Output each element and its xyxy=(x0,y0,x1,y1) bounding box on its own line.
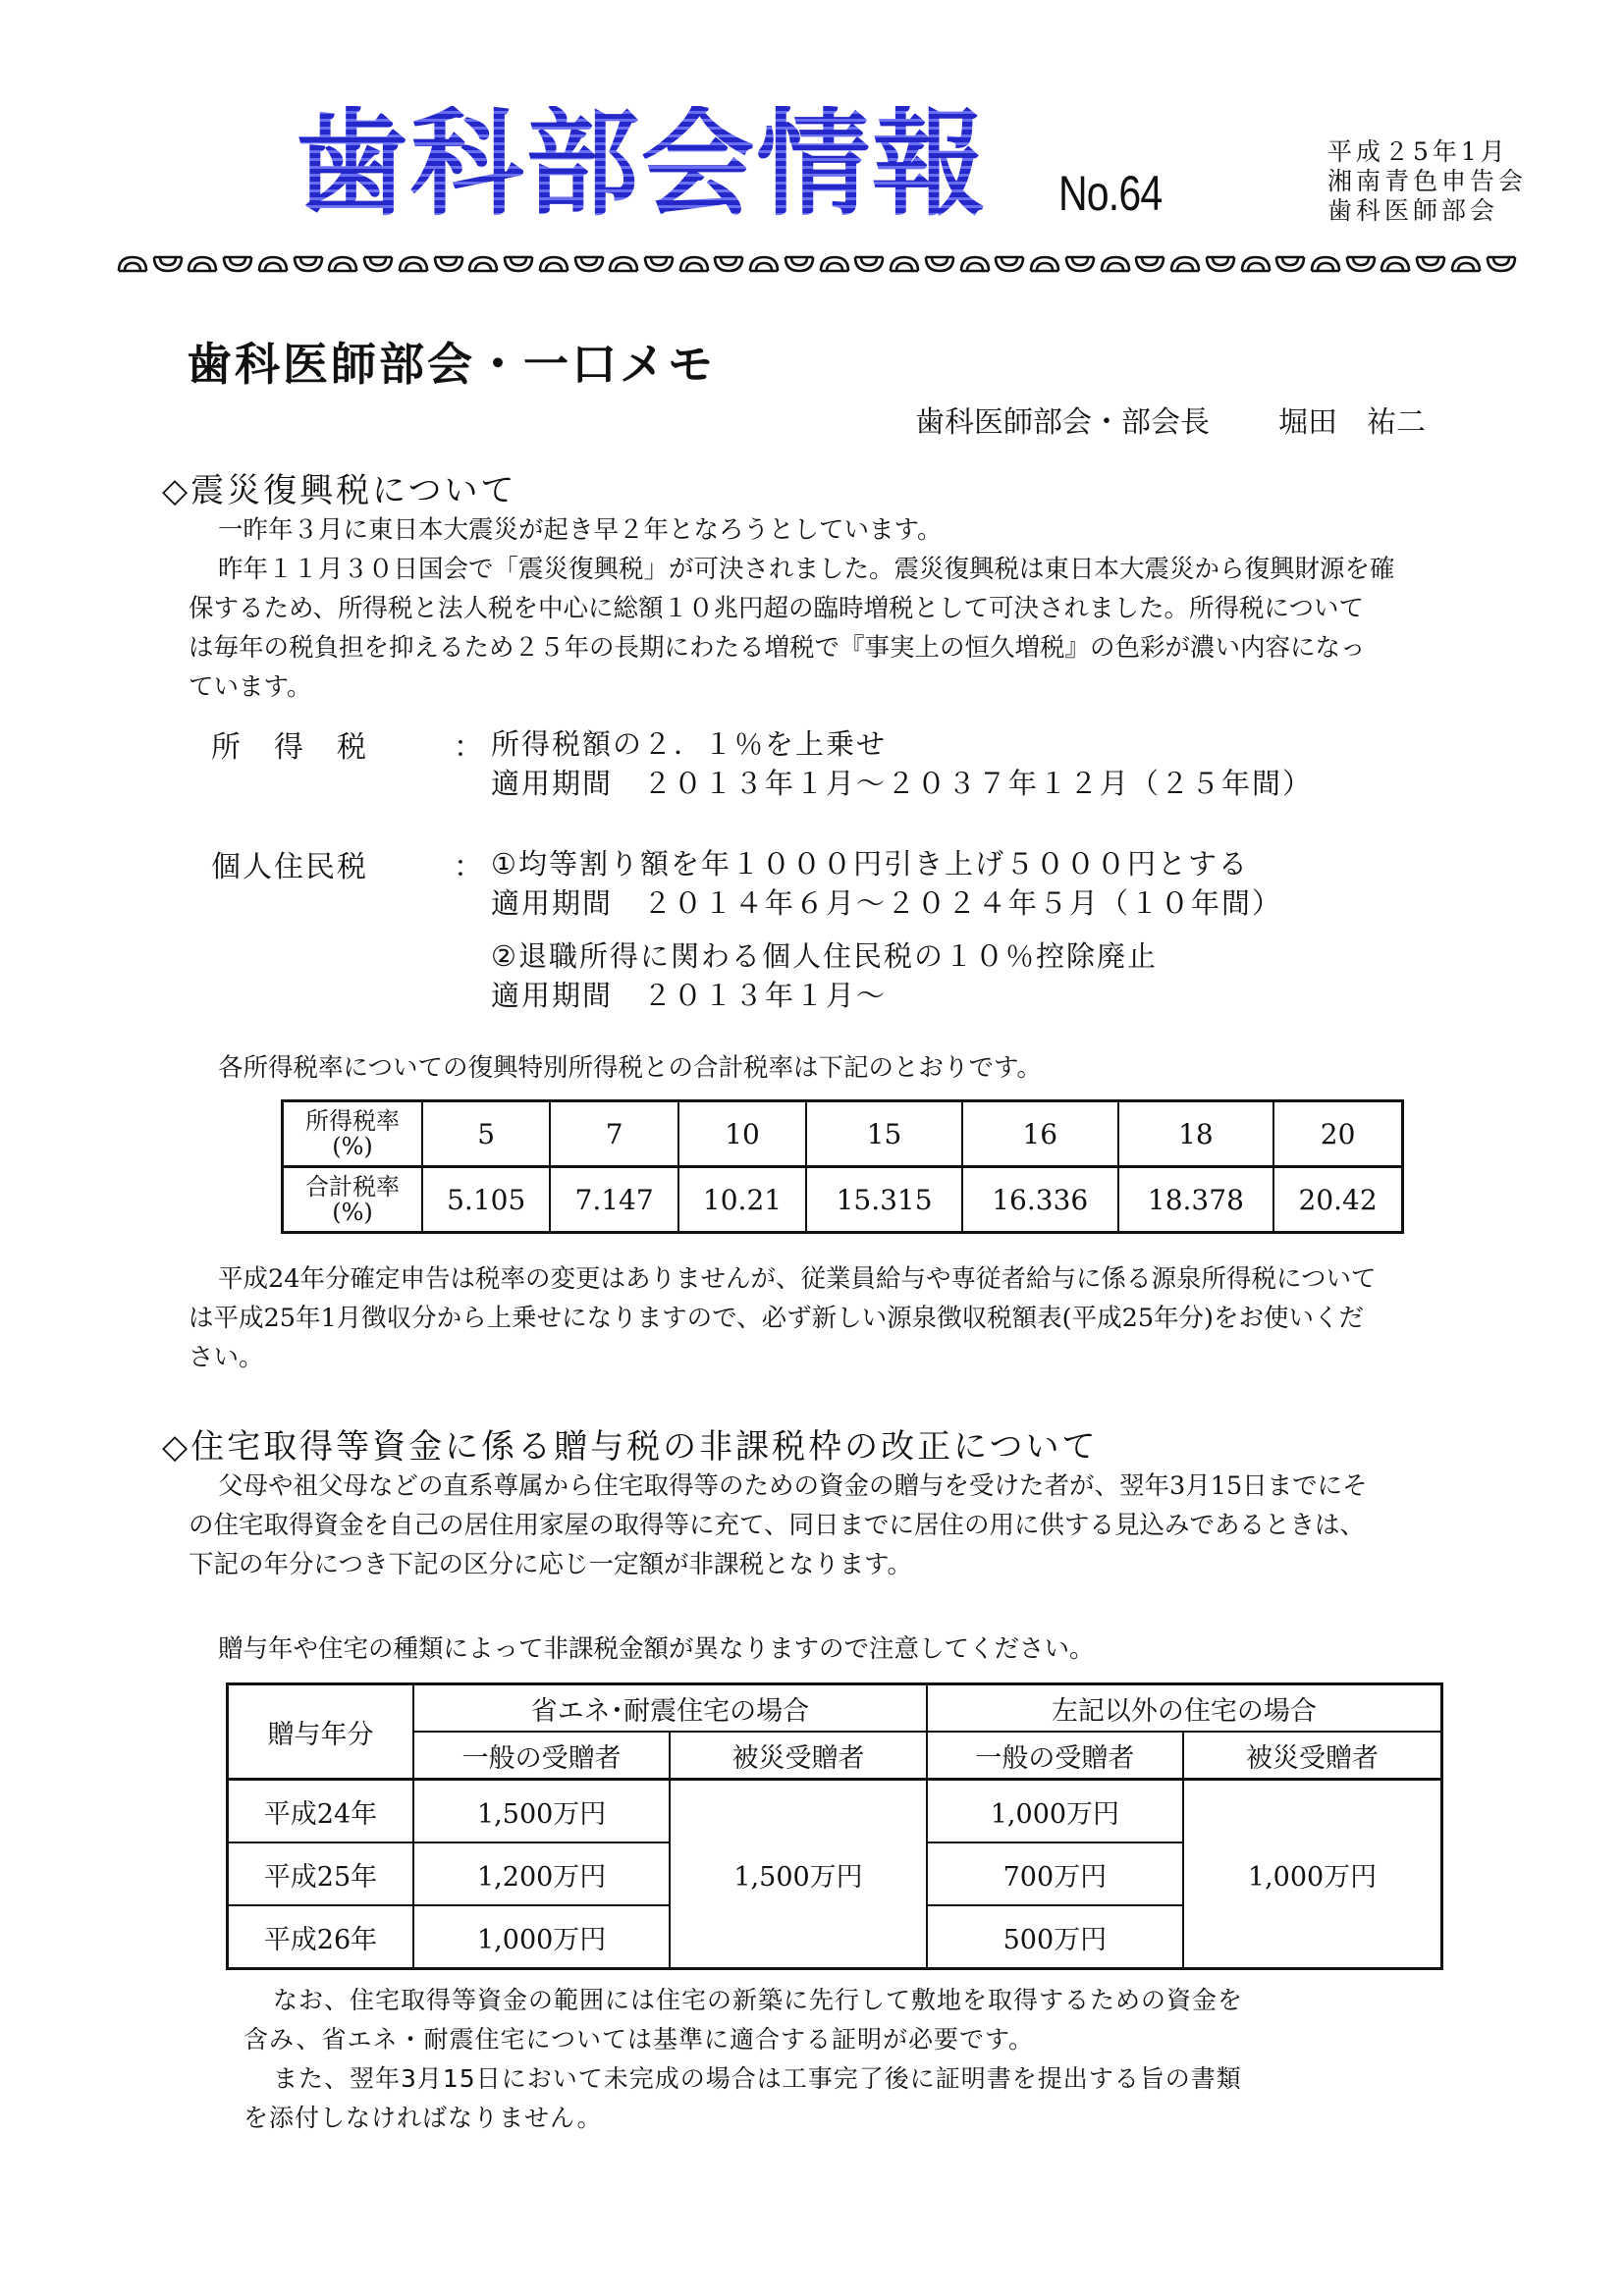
ornament-icon xyxy=(116,251,149,277)
department-name: 歯科医師部会 xyxy=(1327,196,1499,225)
resident-tax-label: 個人住民税 xyxy=(211,850,368,884)
rate-cell: 18 xyxy=(1118,1101,1274,1167)
ornament-icon xyxy=(958,251,992,277)
year-cell: 平成24年 xyxy=(228,1780,413,1843)
ornament-icon xyxy=(642,251,676,277)
section-heading-gift-tax: ◇住宅取得等資金に係る贈与税の非課税枠の改正について xyxy=(162,1427,1099,1467)
ornament-icon xyxy=(256,251,290,277)
eco-disaster-header: 被災受贈者 xyxy=(670,1732,926,1780)
eco-general-cell: 1,200万円 xyxy=(413,1842,670,1905)
rate-cell: 20 xyxy=(1273,1101,1402,1167)
tax-rate-table xyxy=(281,1099,1404,1234)
total-rate-cell: 7.147 xyxy=(550,1167,677,1233)
ornament-icon xyxy=(1414,251,1447,277)
total-rate-cell: 15.315 xyxy=(806,1167,962,1233)
gift-tax-exemption-table xyxy=(226,1682,1443,1970)
organization-name: 湘南青色申告会 xyxy=(1327,167,1528,195)
income-tax-colon: ： xyxy=(454,730,485,765)
gift-table-intro: 贈与年や住宅の種類によって非課税金額が異なりますので注意してください。 xyxy=(218,1634,1095,1664)
section1-para2-line2: 保するため、所得税と法人税を中心に総額１０兆円超の臨時増税として可決されました。所得税について xyxy=(189,594,1364,623)
issue-number: No.64 xyxy=(1058,166,1163,221)
ornament-icon xyxy=(888,251,921,277)
other-general-cell: 700万円 xyxy=(927,1842,1183,1905)
ornament-icon xyxy=(1028,251,1061,277)
ornament-icon xyxy=(186,251,219,277)
section1-para2-line4: ています。 xyxy=(189,672,312,702)
eco-general-header: 一般の受贈者 xyxy=(413,1732,670,1780)
closing-line: なお、住宅取得等資金の範囲には住宅の新築に先行して敷地を取得するための資金を xyxy=(273,1986,1244,2014)
total-rate-cell: 5.105 xyxy=(422,1167,550,1233)
ornament-icon xyxy=(1344,251,1378,277)
note-line: さい。 xyxy=(189,1343,264,1372)
table-row xyxy=(283,1101,1403,1167)
year-cell: 平成26年 xyxy=(228,1905,413,1969)
other-general-cell: 500万円 xyxy=(927,1905,1183,1969)
rate-cell: 5 xyxy=(422,1101,550,1167)
section1-para2-line3: は毎年の税負担を抑えるため２５年の長期にわたる増税で『事実上の恒久増税』の色彩が濃い内容になっ xyxy=(189,633,1366,663)
closing-line: 含み、省エネ・耐震住宅については基準に適合する証明が必要です。 xyxy=(244,2025,1035,2054)
table-row xyxy=(228,1780,1442,1843)
ornament-icon xyxy=(221,251,254,277)
section1-para1: 一昨年３月に東日本大震災が起き早２年となろうとしています。 xyxy=(218,515,943,545)
ornament-icon xyxy=(747,251,781,277)
rate-cell: 10 xyxy=(678,1101,806,1167)
ornament-icon xyxy=(677,251,711,277)
withholding-note xyxy=(189,1259,1504,1377)
issue-date: 平成２5年1月 xyxy=(1327,137,1509,166)
masthead-info xyxy=(1327,137,1527,226)
author-role: 歯科医師部会・部会長 xyxy=(915,405,1210,440)
eco-general-cell: 1,500万円 xyxy=(413,1780,670,1843)
other-house-header: 左記以外の住宅の場合 xyxy=(927,1684,1442,1733)
section-heading-reconstruction-tax: ◇震災復興税について xyxy=(162,471,517,510)
author-name: 堀田 祐二 xyxy=(1278,405,1426,440)
ornament-icon xyxy=(151,251,185,277)
ornament-icon xyxy=(923,251,956,277)
eco-general-cell: 1,000万円 xyxy=(413,1905,670,1969)
year-header: 贈与年分 xyxy=(228,1684,413,1780)
author-line xyxy=(915,398,1426,441)
section1-para2-line1: 昨年１１月３０日国会で「震災復興税」が可決されました。震災復興税は東日本大震災から復興財源を確 xyxy=(218,555,1395,584)
ornament-icon xyxy=(466,251,500,277)
ornament-icon xyxy=(1309,251,1342,277)
ornament-icon xyxy=(1485,251,1518,277)
ornament-border xyxy=(116,251,1518,281)
eco-house-header: 省エネ･耐震住宅の場合 xyxy=(413,1684,927,1733)
resident-tax-line3: ②退職所得に関わる個人住民税の１０％控除廃止 xyxy=(491,939,1158,973)
ornament-icon xyxy=(1449,251,1483,277)
income-tax-line1: 所得税額の２．１％を上乗せ xyxy=(491,727,888,761)
header-line: (%) xyxy=(332,1133,373,1160)
ornament-icon xyxy=(783,251,816,277)
other-general-header: 一般の受贈者 xyxy=(927,1732,1183,1780)
ornament-icon xyxy=(1099,251,1132,277)
table-row xyxy=(228,1684,1442,1733)
newsletter-title: 歯科部会情報 xyxy=(295,96,988,232)
total-rate-cell: 10.21 xyxy=(678,1167,806,1233)
other-disaster-header: 被災受贈者 xyxy=(1183,1732,1441,1780)
header-line: 所得税率 xyxy=(305,1107,400,1135)
section2-para-line: の住宅取得資金を自己の居住用家屋の取得等に充て、同日までに居住の用に供する見込みであるときは、 xyxy=(189,1511,1365,1540)
ornament-icon xyxy=(993,251,1026,277)
closing-note xyxy=(244,1981,1520,2138)
ornament-icon xyxy=(852,251,886,277)
ornament-icon xyxy=(607,251,640,277)
ornament-icon xyxy=(1273,251,1307,277)
total-rate-cell: 20.42 xyxy=(1273,1167,1402,1233)
closing-line: また、翌年3月15日において未完成の場合は工事完了後に証明書を提出する旨の書類 xyxy=(273,2064,1242,2093)
ornament-icon xyxy=(1133,251,1166,277)
section2-para-line: 父母や祖父母などの直系尊属から住宅取得等のための資金の贈与を受けた者が、翌年3月15日までにそ xyxy=(218,1471,1368,1501)
ornament-icon xyxy=(292,251,325,277)
header-line: 合計税率 xyxy=(305,1173,400,1201)
ornament-icon xyxy=(502,251,535,277)
section2-para-line: 下記の年分につき下記の区分に応じ一定額が非課税となります。 xyxy=(189,1550,912,1579)
ornament-icon xyxy=(326,251,359,277)
total-rate-cell: 16.336 xyxy=(962,1167,1118,1233)
ornament-icon xyxy=(361,251,395,277)
ornament-icon xyxy=(1379,251,1412,277)
resident-tax-colon: ： xyxy=(454,850,485,884)
rate-table-intro: 各所得税率についての復興特別所得税との合計税率は下記のとおりです。 xyxy=(218,1053,1042,1083)
rate-cell: 7 xyxy=(550,1101,677,1167)
ornament-icon xyxy=(537,251,570,277)
ornament-icon xyxy=(572,251,606,277)
eco-disaster-cell: 1,500万円 xyxy=(670,1780,926,1969)
total-rate-row-header xyxy=(283,1167,423,1233)
closing-line: を添付しなければなりません。 xyxy=(244,2104,603,2132)
income-tax-line2: 適用期間 ２０１３年１月～２０３７年１２月（２５年間） xyxy=(491,767,1314,800)
resident-tax-line1: ①均等割り額を年１０００円引き上げ５０００円とする xyxy=(491,847,1249,881)
rate-cell: 15 xyxy=(806,1101,962,1167)
ornament-icon xyxy=(712,251,745,277)
ornament-icon xyxy=(1204,251,1237,277)
other-disaster-cell: 1,000万円 xyxy=(1183,1780,1441,1969)
other-general-cell: 1,000万円 xyxy=(927,1780,1183,1843)
ornament-icon xyxy=(1168,251,1202,277)
column-heading: 歯科医師部会・一口メモ xyxy=(187,338,716,391)
total-rate-cell: 18.378 xyxy=(1118,1167,1274,1233)
header-line: (%) xyxy=(332,1199,373,1226)
note-line: 平成24年分確定申告は税率の変更はありませんが、従業員給与や専従者給与に係る源泉所得税について xyxy=(218,1264,1377,1294)
rate-row-header xyxy=(283,1101,423,1167)
ornament-icon xyxy=(1063,251,1097,277)
ornament-icon xyxy=(432,251,465,277)
rate-cell: 16 xyxy=(962,1101,1118,1167)
note-line: は平成25年1月徴収分から上乗せになりますので、必ず新しい源泉徴収税額表(平成25年分)をお使いくだ xyxy=(189,1304,1365,1333)
resident-tax-line4: 適用期間 ２０１３年１月～ xyxy=(491,979,888,1012)
section2-body xyxy=(189,1467,1504,1584)
table-row xyxy=(283,1167,1403,1233)
income-tax-label: 所 得 税 xyxy=(211,730,368,765)
resident-tax-line2: 適用期間 ２０１４年６月～２０２４年５月（１０年間） xyxy=(491,886,1283,920)
section1-body xyxy=(189,510,1504,707)
ornament-icon xyxy=(1239,251,1272,277)
year-cell: 平成25年 xyxy=(228,1842,413,1905)
ornament-icon xyxy=(818,251,851,277)
ornament-icon xyxy=(397,251,430,277)
